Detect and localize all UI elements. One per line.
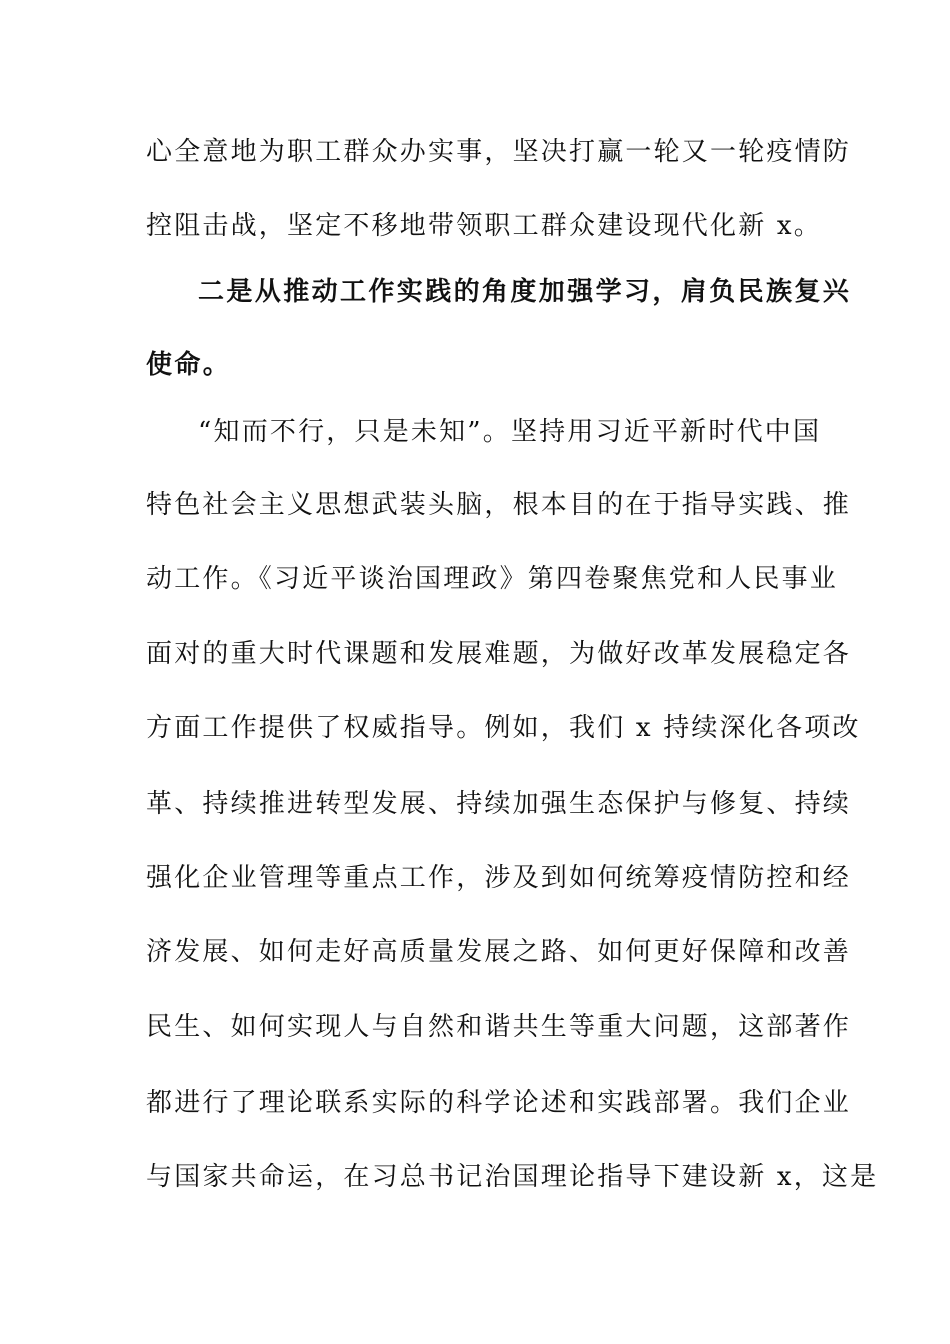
body-text-line: 心全意地为职工群众办实事，坚决打赢一轮又一轮疫情防 xyxy=(146,137,852,167)
body-text-line: 面对的重大时代课题和发展难题，为做好改革发展稳定各 xyxy=(146,639,852,669)
body-text-line: 与国家共命运，在习总书记治国理论指导下建设新 x，这是 xyxy=(146,1162,879,1192)
body-text-line: 特色社会主义思想武装头脑，根本目的在于指导实践、推 xyxy=(146,490,852,520)
body-text-line: “知而不行，只是未知”。坚持用习近平新时代中国 xyxy=(198,417,822,447)
body-text-line: 方面工作提供了权威指导。例如，我们 x 持续深化各项改 xyxy=(146,713,861,743)
section-heading-line: 使命。 xyxy=(146,350,232,380)
body-text-line: 革、持续推进转型发展、持续加强生态保护与修复、持续 xyxy=(146,789,852,819)
body-text-line: 动工作。《习近平谈治国理政》第四卷聚焦党和人民事业 xyxy=(146,564,839,594)
body-text-line: 民生、如何实现人与自然和谐共生等重大问题，这部著作 xyxy=(146,1012,852,1042)
body-text-line: 控阻击战，坚定不移地带领职工群众建设现代化新 x。 xyxy=(146,211,822,241)
section-heading-line: 二是从推动工作实践的角度加强学习，肩负民族复兴 xyxy=(198,277,852,307)
body-text-line: 强化企业管理等重点工作，涉及到如何统筹疫情防控和经 xyxy=(146,863,852,893)
body-text-line: 都进行了理论联系实际的科学论述和实践部署。我们企业 xyxy=(146,1088,852,1118)
body-text-line: 济发展、如何走好高质量发展之路、如何更好保障和改善 xyxy=(146,937,852,967)
